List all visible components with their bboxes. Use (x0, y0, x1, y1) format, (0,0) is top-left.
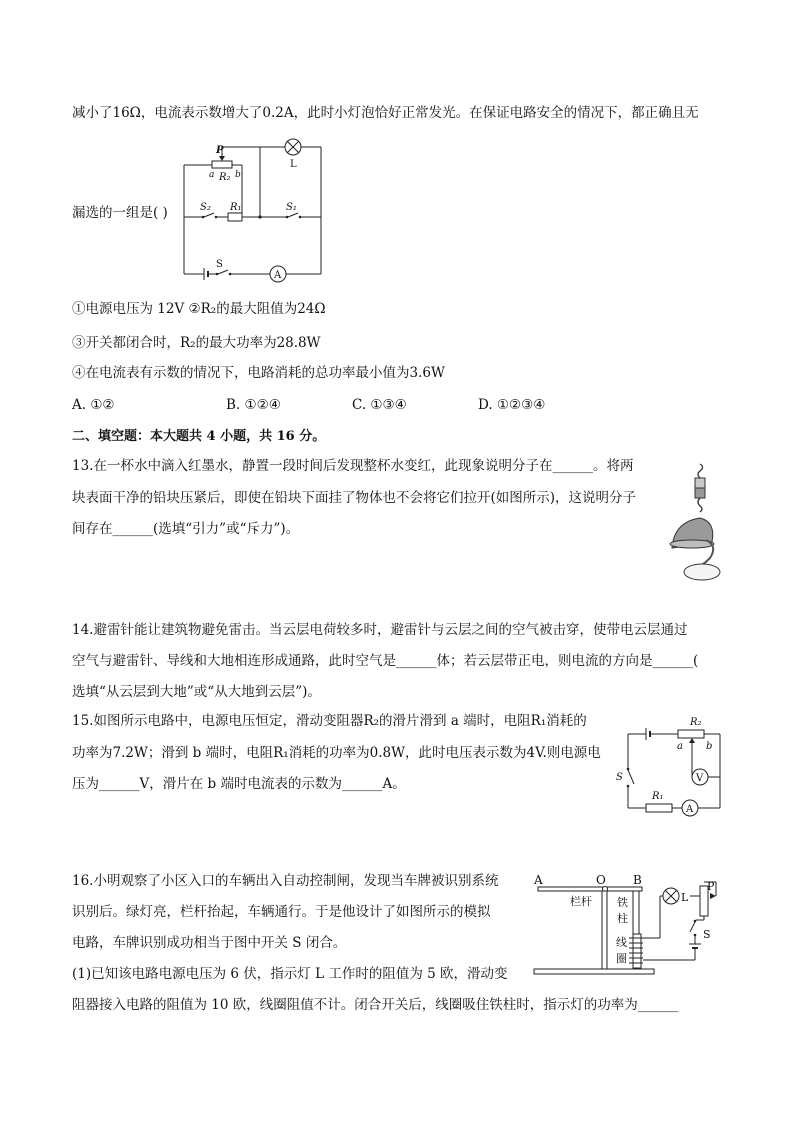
rheostat-r2 (678, 730, 704, 738)
svg-text:S₂: S₂ (200, 202, 211, 213)
lamp-label: L (290, 159, 297, 170)
q12-statement-1-2: ①电源电压为 12V ②R₂的最大阻值为24Ω (72, 301, 326, 317)
svg-text:R₁: R₁ (652, 791, 664, 802)
svg-text:R₂: R₂ (690, 717, 702, 728)
svg-text:S: S (703, 928, 711, 941)
svg-text:A: A (534, 873, 543, 887)
q15-text-line2: 功率为7.2W；滑到 b 端时，电阻R₁消耗的功率为0.8W，此时电压表示数为4V.则电源电 (72, 745, 601, 761)
svg-text:R₂: R₂ (219, 172, 231, 183)
svg-text:S: S (616, 772, 623, 783)
q12-option-c[interactable]: C. ①③④ (352, 397, 407, 413)
q16-text-line1: 16.小明观察了小区入口的车辆出入自动控制闸，发现当车牌被识别系统 (72, 873, 499, 889)
svg-text:O: O (596, 873, 606, 887)
q13-text-line2: 块表面干净的铅块压紧后，即使在铅块下面挂了物体也不会将它们拉开(如图所示)，这说明分子 (72, 490, 637, 506)
svg-text:S₁: S₁ (286, 202, 297, 213)
q16-text-line5: 阻器接入电路的阻值为 10 欧，线圈阻值不计。闭合开关后，线圈吸住铁柱时，指示灯的功率为______ (72, 997, 679, 1013)
q12-option-d[interactable]: D. ①②③④ (478, 397, 546, 413)
svg-text:a: a (209, 170, 215, 180)
voltmeter-icon (692, 769, 708, 785)
q12-text-line1: 减小了16Ω，电流表示数增大了0.2A，此时小灯泡恰好正常发光。在保证电路安全的情况下，都正确且无 (72, 105, 699, 121)
svg-text:P: P (707, 880, 715, 893)
svg-text:P: P (216, 145, 224, 156)
svg-text:L: L (681, 891, 689, 904)
svg-text:a: a (677, 741, 683, 752)
q13-text-line1: 13.在一杯水中滴入红墨水，静置一段时间后发现整杯水变红，此现象说明分子在______。将两 (72, 458, 634, 474)
q12-statement-3: ③开关都闭合时，R₂的最大功率为28.8W (72, 335, 321, 351)
rheostat-r2 (212, 161, 232, 168)
barrier-bar (538, 887, 642, 891)
svg-text:R₁: R₁ (230, 202, 242, 213)
svg-text:S: S (216, 259, 223, 270)
lead-blocks-lamp-figure (660, 462, 724, 582)
svg-text:铁: 铁 (617, 896, 628, 909)
svg-text:栏杆: 栏杆 (570, 895, 592, 908)
q13-text-line3: 间存在______(选填“引力”或“斥力”)。 (72, 521, 300, 537)
q14-text-line2: 空气与避雷针、导线和大地相连形成通路，此时空气是______体；若云层带正电，则电流的方向是______( (72, 653, 699, 669)
q14-text-line3: 选填“从云层到大地”或“从大地到云层”)。 (72, 684, 321, 700)
section-heading: 二、填空题：本大题共 4 小题，共 16 分。 (72, 429, 326, 444)
svg-text:V: V (696, 773, 704, 784)
svg-text:b: b (235, 170, 241, 180)
ammeter-icon (270, 266, 286, 282)
q12-circuit-diagram (180, 135, 325, 280)
svg-text:A: A (274, 270, 282, 281)
q12-option-a[interactable]: A. ①② (72, 397, 115, 413)
q12-option-b[interactable]: B. ①②④ (226, 397, 281, 413)
svg-text:圈: 圈 (616, 952, 627, 965)
q12-text-line2: 漏选的一组是( ) (72, 205, 168, 221)
svg-text:b: b (706, 741, 713, 752)
resistor-r1 (228, 213, 242, 221)
q16-text-line3: 电路，车牌识别成功相当于图中开关 S 闭合。 (72, 935, 347, 951)
lamp-icon (285, 139, 301, 155)
q15-text-line3: 压为______V，滑片在 b 端时电流表的示数为______A。 (72, 776, 406, 792)
q12-statement-4: ④在电流表有示数的情况下，电路消耗的总功率最小值为3.6W (72, 365, 445, 381)
q15-circuit-diagram (612, 712, 724, 820)
resistor-r1 (646, 804, 672, 812)
q16-text-line4: (1)已知该电路电源电压为 6 伏，指示灯 L 工作时的阻值为 5 欧，滑动变 (72, 966, 508, 982)
gate-control-figure (530, 868, 726, 980)
q16-text-line2: 识别后。绿灯亮，栏杆抬起，车辆通行。于是他设计了如图所示的模拟 (72, 904, 491, 920)
lamp-icon (663, 888, 679, 904)
svg-text:B: B (633, 873, 642, 887)
svg-text:A: A (686, 804, 694, 815)
svg-text:线: 线 (616, 936, 627, 949)
svg-text:柱: 柱 (617, 912, 628, 925)
q15-text-line1: 15.如图所示电路中，电源电压恒定，滑动变阻器R₂的滑片滑到 a 端时，电阻R₁消耗的 (72, 713, 587, 729)
ammeter-icon (682, 800, 698, 816)
q14-text-line1: 14.避雷针能让建筑物避免雷击。当云层电荷较多时，避雷针与云层之间的空气被击穿，使带电云层通过 (72, 622, 688, 638)
